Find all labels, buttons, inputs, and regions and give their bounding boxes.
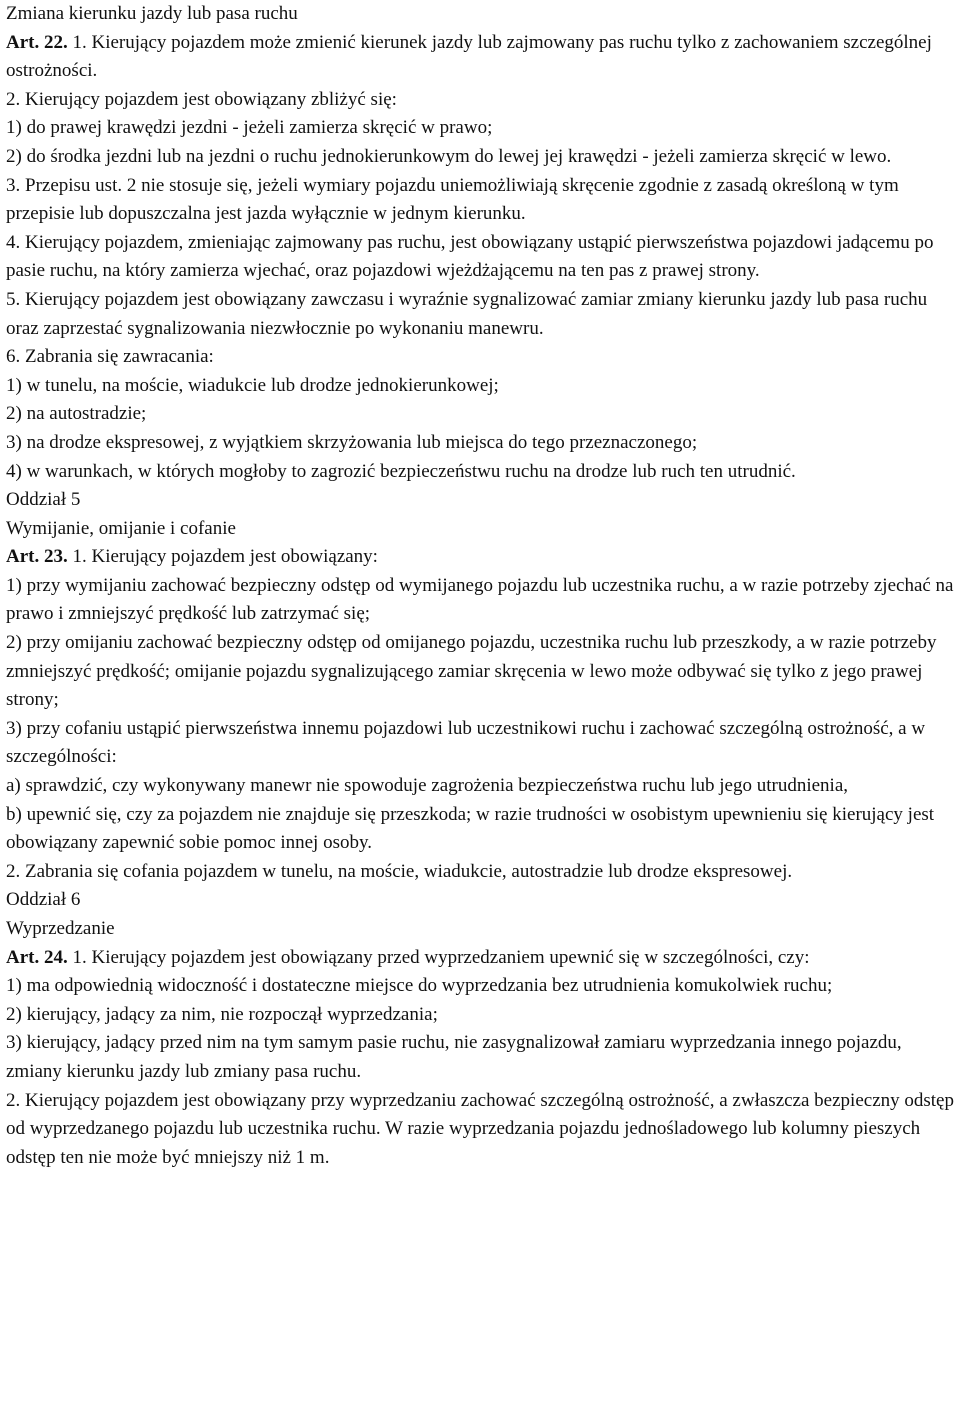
article-24-par-1: Art. 24. 1. Kierujący pojazdem jest obowiązany przed wyprzedzaniem upewnić się w szczególności, czy: xyxy=(6,946,810,968)
article-22-par-6-item-2: 2) na autostradzie; xyxy=(6,403,147,425)
division-heading-5: Oddział 5 xyxy=(6,489,81,511)
article-22-par-6: 6. Zabrania się zawracania: xyxy=(6,346,214,368)
article-22-par-1: Art. 22. 1. Kierujący pojazdem może zmienić kierunek jazdy lub zajmowany pas ruchu tylko z zachowaniem szczególnej ostrożności. xyxy=(6,31,932,82)
article-23-par-1-item-3a: a) sprawdzić, czy wykonywany manewr nie spowoduje zagrożenia bezpieczeństwa ruchu lub jego utrudnienia, xyxy=(6,775,849,797)
article-22-par-2-item-2: 2) do środka jezdni lub na jezdni o ruchu jednokierunkowym do lewej jej krawędzi - jeżeli zamierza skręcić w lewo. xyxy=(6,145,892,167)
article-22-par-6-item-1: 1) w tunelu, na moście, wiadukcie lub drodze jednokierunkowej; xyxy=(6,374,499,396)
article-23-par-1-item-3: 3) przy cofaniu ustąpić pierwszeństwa innemu pojazdowi lub uczestnikowi ruchu i zachować szczególną ostrożność, a w szczególności: xyxy=(6,717,926,768)
division-title-6: Wyprzedzanie xyxy=(6,918,115,939)
article-22-par-2: 2. Kierujący pojazdem jest obowiązany zbliżyć się: xyxy=(6,88,397,110)
article-24-par-1-item-3: 3) kierujący, jadący przed nim na tym samym pasie ruchu, nie zasygnalizował zamiaru wyprzedzania innego pojazdu, zmiany kierunku jazdy lub zmiany pasa ruchu. xyxy=(6,1032,902,1082)
article-number: Art. 24. xyxy=(6,946,68,968)
article-22-par-4: 4. Kierujący pojazdem, zmieniając zajmowany pas ruchu, jest obowiązany ustąpić pierwszeństwa pojazdowi jadącemu po pasie ruchu, na który zamierza wjechać, oraz pojazdowi wjeżdżającemu na ten pas z prawej strony. xyxy=(6,231,934,282)
article-22-par-5: 5. Kierujący pojazdem jest obowiązany zawczasu i wyraźnie sygnalizować zamiar zmiany kierunku jazdy lub pasa ruchu oraz zaprzestać sygnalizowania niezwłocznie po wykonaniu manewru. xyxy=(6,288,928,339)
article-24-par-1-item-2: 2) kierujący, jadący za nim, nie rozpoczął wyprzedzania; xyxy=(6,1003,438,1025)
division-title-5: Wymijanie, omijanie i cofanie xyxy=(6,517,236,539)
article-23-par-1-item-2: 2) przy omijaniu zachować bezpieczny odstęp od omijanego pojazdu, uczestnika ruchu lub przeszkody, a w razie potrzeby zmniejszyć prędkość; omijanie pojazdu sygnalizującego zamiar skręcenia w lewo może odbywać się tylko z jego prawej strony; xyxy=(6,632,937,711)
article-24-par-1-item-1: 1) ma odpowiednią widoczność i dostateczne miejsce do wyprzedzania bez utrudnienia komukolwiek ruchu; xyxy=(6,975,833,997)
article-24-par-2: 2. Kierujący pojazdem jest obowiązany przy wyprzedzaniu zachować szczególną ostrożność, a zwłaszcza bezpieczny odstęp od wyprzedzanego pojazdu lub uczestnika ruchu. W razie wyprzedzania pojazdu jednośladowego lub kolumny pieszych odstęp ten nie może być mniejszy niż 1 m. xyxy=(6,1089,954,1168)
article-23-par-1-item-3b: b) upewnić się, czy za pojazdem nie znajduje się przeszkoda; w razie trudności w osobistym upewnieniu się kierujący jest obowiązany zapewnić sobie pomoc innej osoby. xyxy=(6,803,935,854)
article-23-par-1-item-1: 1) przy wymijaniu zachować bezpieczny odstęp od wymijanego pojazdu lub uczestnika ruchu, a w razie potrzeby zjechać na prawo i zmniejszyć prędkość lub zatrzymać się; xyxy=(6,574,954,625)
article-22-par-2-item-1: 1) do prawej krawędzi jezdni - jeżeli zamierza skręcić w prawo; xyxy=(6,117,493,139)
article-number: Art. 22. xyxy=(6,31,68,53)
article-23-par-2: 2. Zabrania się cofania pojazdem w tunelu, na moście, wiadukcie, autostradzie lub drodze ekspresowej. xyxy=(6,860,793,882)
article-number: Art. 23. xyxy=(6,546,68,568)
article-22-par-6-item-4: 4) w warunkach, w których mogłoby to zagrozić bezpieczeństwu ruchu na drodze lub ruch ten utrudnić. xyxy=(6,460,796,482)
article-22-par-6-item-3: 3) na drodze ekspresowej, z wyjątkiem skrzyżowania lub miejsca do tego przeznaczonego; xyxy=(6,431,698,453)
section-heading-zmiana-kierunku: Zmiana kierunku jazdy lub pasa ruchu xyxy=(6,3,298,24)
division-heading-6: Oddział 6 xyxy=(6,889,81,911)
article-23-par-1: Art. 23. 1. Kierujący pojazdem jest obowiązany: xyxy=(6,546,378,568)
article-22-par-3: 3. Przepisu ust. 2 nie stosuje się, jeżeli wymiary pojazdu uniemożliwiają skręcenie zgodnie z zasadą określoną w tym przepisie lub dopuszczalna jest jazda wyłącznie w jednym kierunku. xyxy=(6,174,899,225)
